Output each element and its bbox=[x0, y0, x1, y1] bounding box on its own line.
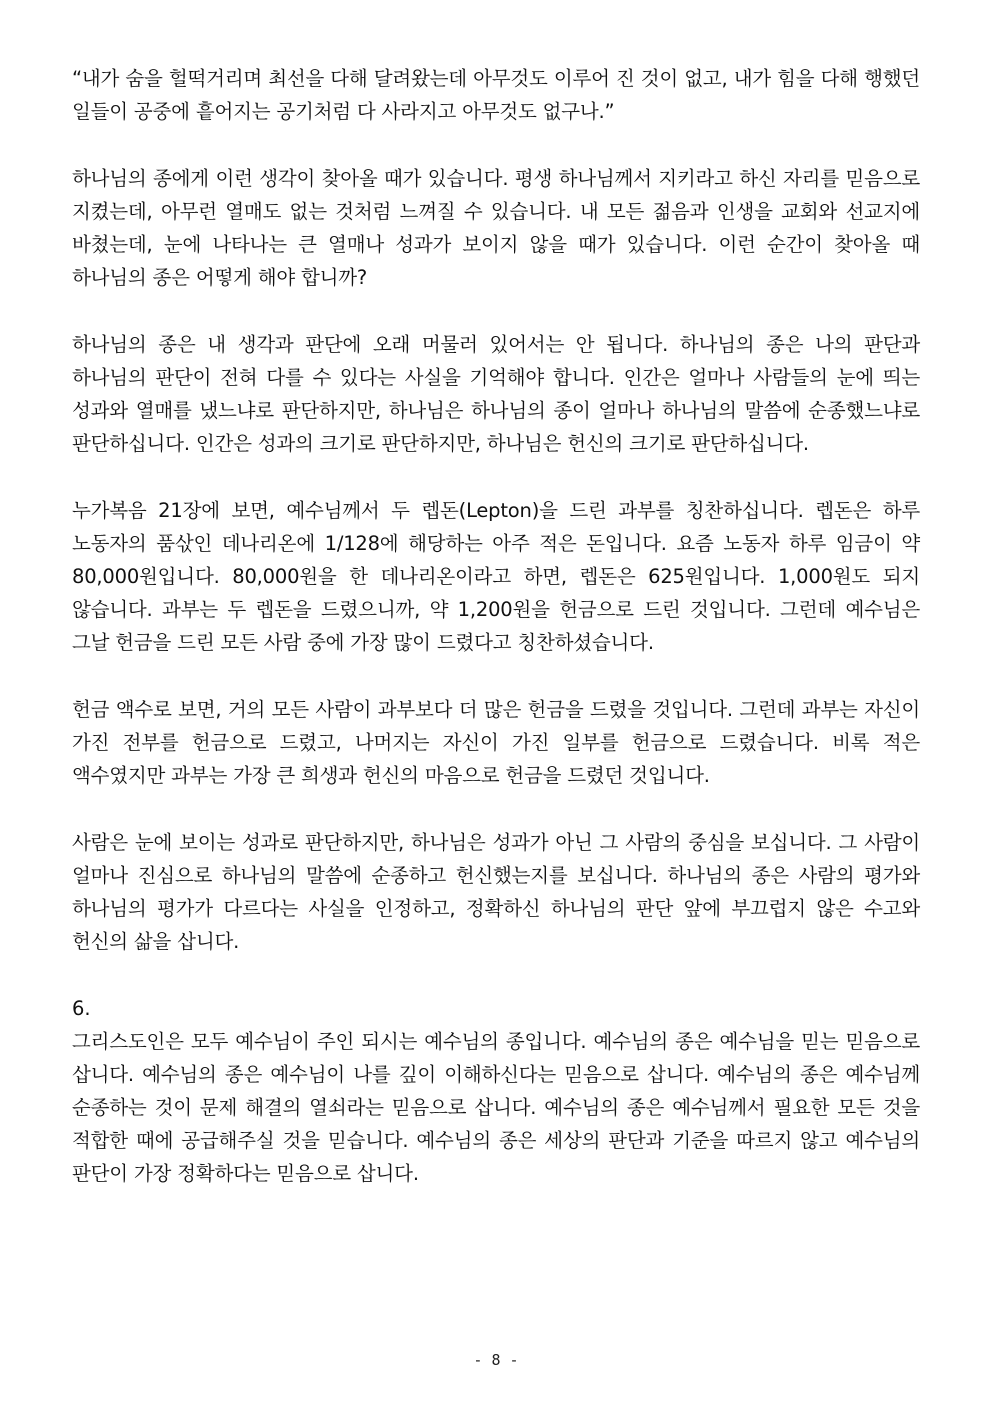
paragraph-1: “내가 숨을 헐떡거리며 최선을 다해 달려왔는데 아무것도 이루어 진 것이 없고, 내가 힘을 다해 행했던 일들이 공중에 흩어지는 공기처럼 다 사라지고 아무것도 없구나.” bbox=[72, 67, 920, 123]
document-body bbox=[72, 62, 920, 1190]
paragraph-3: 하나님의 종은 내 생각과 판단에 오래 머물러 있어서는 안 됩니다. 하나님의 종은 나의 판단과 하나님의 판단이 전혀 다를 수 있다는 사실을 기억해야 합니다. 인간은 얼마나 사람들의 눈에 띄는 성과와 열매를 냈느냐로 판단하지만, 하나님은 하나님의 종이 얼마나 하나님의 말씀에 순종했느냐로 판단하십니다. 인간은 성과의 크기로 판단하지만, 하나님은 헌신의 크기로 판단하십니다. bbox=[72, 333, 920, 455]
closing-paragraph: 그리스도인은 모두 예수님이 주인 되시는 예수님의 종입니다. 예수님의 종은 예수님을 믿는 믿음으로 삽니다. 예수님의 종은 예수님이 나를 깊이 이해하신다는 믿음으로 삽니다. 예수님의 종은 예수님께 순종하는 것이 문제 해결의 열쇠라는 믿음으로 삽니다. 예수님의 종은 예수님께서 필요한 모든 것을 적합한 때에 공급해주실 것을 믿습니다. 예수님의 종은 세상의 판단과 기준을 따르지 않고 예수님의 판단이 가장 정확하다는 믿음으로 삽니다. bbox=[72, 1030, 920, 1185]
section-number: 6. bbox=[72, 997, 91, 1020]
paragraph-4: 누가복음 21장에 보면, 예수님께서 두 렙돈(Lepton)을 드린 과부를 칭찬하십니다. 렙돈은 하루 노동자의 품삯인 데나리온에 1/128에 해당하는 아주 적은 돈입니다. 요즘 노동자 하루 임금이 약 80,000원입니다. 80,000원을 한 데나리온이라고 하면, 렙돈은 625원입니다. 1,000원도 되지 않습니다. 과부는 두 렙돈을 드렸으니까, 약 1,200원을 헌금으로 드린 것입니다. 그런데 예수님은 그날 헌금을 드린 모든 사람 중에 가장 많이 드렸다고 칭찬하셨습니다. bbox=[72, 499, 920, 654]
paragraph-5: 헌금 액수로 보면, 거의 모든 사람이 과부보다 더 많은 헌금을 드렸을 것입니다. 그런데 과부는 자신이 가진 전부를 헌금으로 드렸고, 나머지는 자신이 가진 일부를 헌금으로 드렸습니다. 비록 적은 액수였지만 과부는 가장 큰 희생과 헌신의 마음으로 헌금을 드렸던 것입니다. bbox=[72, 698, 920, 787]
page-number: - 8 - bbox=[473, 1351, 519, 1369]
paragraph-6: 사람은 눈에 보이는 성과로 판단하지만, 하나님은 성과가 아닌 그 사람의 중심을 보십니다. 그 사람이 얼마나 진심으로 하나님의 말씀에 순종하고 헌신했는지를 보십니다. 하나님의 종은 사람의 평가와 하나님의 평가가 다르다는 사실을 인정하고, 정확하신 하나님의 판단 앞에 부끄럽지 않은 수고와 헌신의 삶을 삽니다. bbox=[72, 831, 920, 953]
paragraph-2: 하나님의 종에게 이런 생각이 찾아올 때가 있습니다. 평생 하나님께서 지키라고 하신 자리를 믿음으로 지켰는데, 아무런 열매도 없는 것처럼 느껴질 수 있습니다. 내 모든 젊음과 인생을 교회와 선교지에 바쳤는데, 눈에 나타나는 큰 열매나 성과가 보이지 않을 때가 있습니다. 이런 순간이 찾아올 때 하나님의 종은 어떻게 해야 합니까? bbox=[72, 167, 920, 289]
